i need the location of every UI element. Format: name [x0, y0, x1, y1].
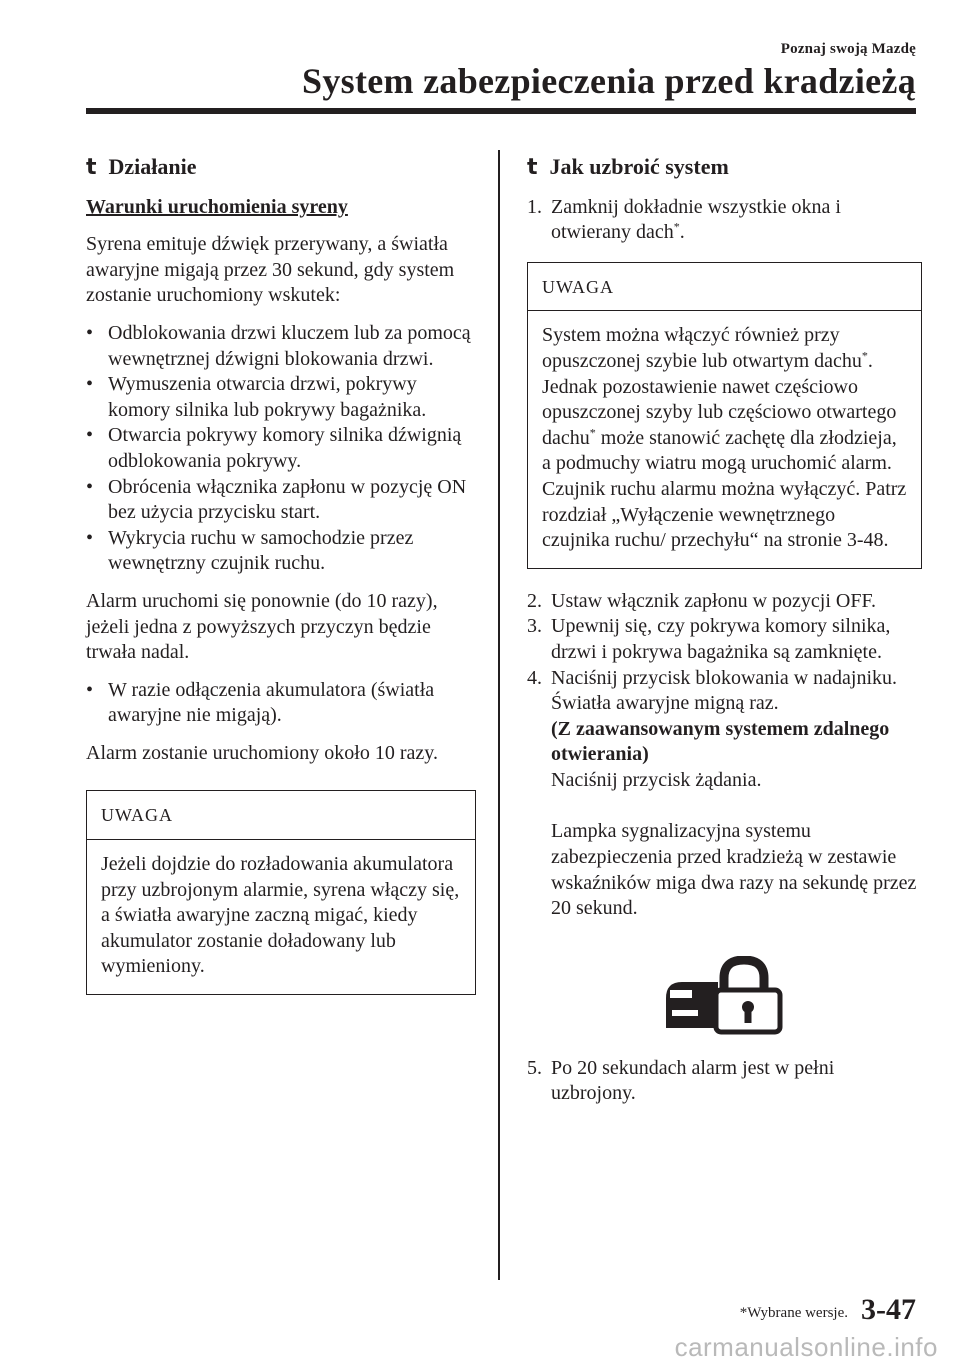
count-paragraph: Alarm zostanie uruchomiony około 10 razy.	[86, 741, 438, 764]
list-item: • W razie odłączenia akumulatora (światła awaryjne nie migają).	[86, 678, 435, 727]
note-box-arming	[527, 262, 922, 569]
steps-list-b	[527, 589, 922, 922]
bullet-icon: •	[86, 475, 94, 498]
list-item: • Odblokowania drzwi kluczem lub za pomocą wewnętrznej dźwigni blokowania drzwi.	[86, 321, 471, 370]
step-number: 2.	[527, 589, 542, 612]
header-divider	[86, 108, 916, 114]
steps-list-c	[527, 1056, 922, 1107]
bullet-icon: •	[86, 678, 94, 701]
note-title: UWAGA	[528, 263, 921, 312]
bullet-icon: •	[86, 526, 94, 549]
page-number: 3-47	[861, 1293, 916, 1326]
left-column	[86, 154, 476, 995]
right-column	[527, 154, 922, 1107]
advanced-keyless-label: (Z zaawansowanym systemem zdalnego otwierania)	[551, 717, 890, 766]
security-indicator-icon	[527, 956, 922, 1036]
note-body: Jeżeli dojdzie do rozładowania akumulatora przy uzbrojonym alarmie, syrena włączy się, a światła awaryjne zaczną migać, kiedy akumulator zostanie doładowany lub wymieniony.	[101, 853, 460, 978]
step-number: 3.	[527, 615, 542, 638]
step-item: 5. Po 20 sekundach alarm jest w pełni uzbrojony.	[527, 1056, 835, 1105]
bullet-icon: •	[86, 373, 94, 396]
trigger-list	[86, 321, 476, 577]
bullet-icon: •	[86, 321, 94, 344]
step-item: 2. Ustaw włącznik zapłonu w pozycji OFF.	[527, 589, 922, 615]
step-number: 5.	[527, 1056, 542, 1079]
step-item: 3. Upewnij się, czy pokrywa komory silnika, drzwi i pokrywa bagażnika są zamknięte.	[527, 615, 891, 663]
step-number: 1.	[527, 195, 542, 218]
list-item: • Wymuszenia otwarcia drzwi, pokrywy komory silnika lub pokrywy bagażnika.	[86, 373, 427, 421]
steps-list-a	[527, 195, 922, 246]
page-title: System zabezpieczenia przed kradzieżą	[302, 61, 916, 101]
heading-text: Jak uzbroić system	[549, 154, 729, 179]
step-item: 4. Naciśnij przycisk blokowania w nadajniku. Światła awaryjne migną raz. (Z zaawansowanym systemem zdalnego otwierania) Naciśnij przycisk żądania. Lampka sygnalizacyjna systemu zabezpieczenia przed kradzieżą w zestawie wskaźników miga dwa razy na sekundę przez 20 sekund.	[527, 666, 922, 922]
subheading-siren-conditions: Warunki uruchomienia syreny	[86, 195, 348, 218]
footnote: *Wybrane wersje.	[739, 1305, 848, 1321]
heading-marker: t	[86, 155, 97, 180]
watermark: carmanualsonline.info	[674, 1332, 938, 1362]
step-item: 1. Zamknij dokładnie wszystkie okna i otwierany dach*.	[527, 195, 841, 244]
note-box-battery	[86, 790, 476, 995]
heading-text: Działanie	[108, 154, 197, 179]
header-section-label: Poznaj swoją Mazdę	[780, 41, 916, 57]
step-number: 4.	[527, 666, 542, 689]
section-heading-operation	[86, 154, 476, 181]
bullet-icon: •	[86, 424, 94, 447]
repeat-paragraph: Alarm uruchomi się ponownie (do 10 razy), jeżeli jedna z powyższych przyczyn będzie trwała nadal.	[86, 589, 438, 664]
note-body: System można włączyć również przy opuszczonej szybie lub otwartym dachu*. Jednak pozostawienie nawet częściowo opuszczonej szyby lub częściowo otwartego dachu* może stanowić zachętę dla złodzieja, a podmuchy wiatru mogą uruchomić alarm. Czujnik ruchu alarmu można wyłączyć. Patrz rozdział „Wyłączenie wewnętrznego czujnika ruchu/ przechyłu“ na stronie 3-48.	[542, 324, 907, 552]
note-title: UWAGA	[87, 791, 475, 840]
intro-paragraph: Syrena emituje dźwięk przerywany, a światła awaryjne migają przez 30 sekund, gdy system zostanie uruchomiony wskutek:	[86, 233, 455, 307]
heading-marker: t	[527, 155, 538, 180]
section-heading-arming	[527, 154, 922, 181]
battery-list	[86, 678, 476, 729]
list-item: • Obrócenia włącznika zapłonu w pozycję ON bez użycia przycisku start.	[86, 475, 467, 524]
list-item: • Wykrycia ruchu w samochodzie przez wewnętrzny czujnik ruchu.	[86, 526, 414, 575]
column-divider	[498, 150, 500, 1280]
list-item: • Otwarcia pokrywy komory silnika dźwignią odblokowania pokrywy.	[86, 424, 462, 472]
